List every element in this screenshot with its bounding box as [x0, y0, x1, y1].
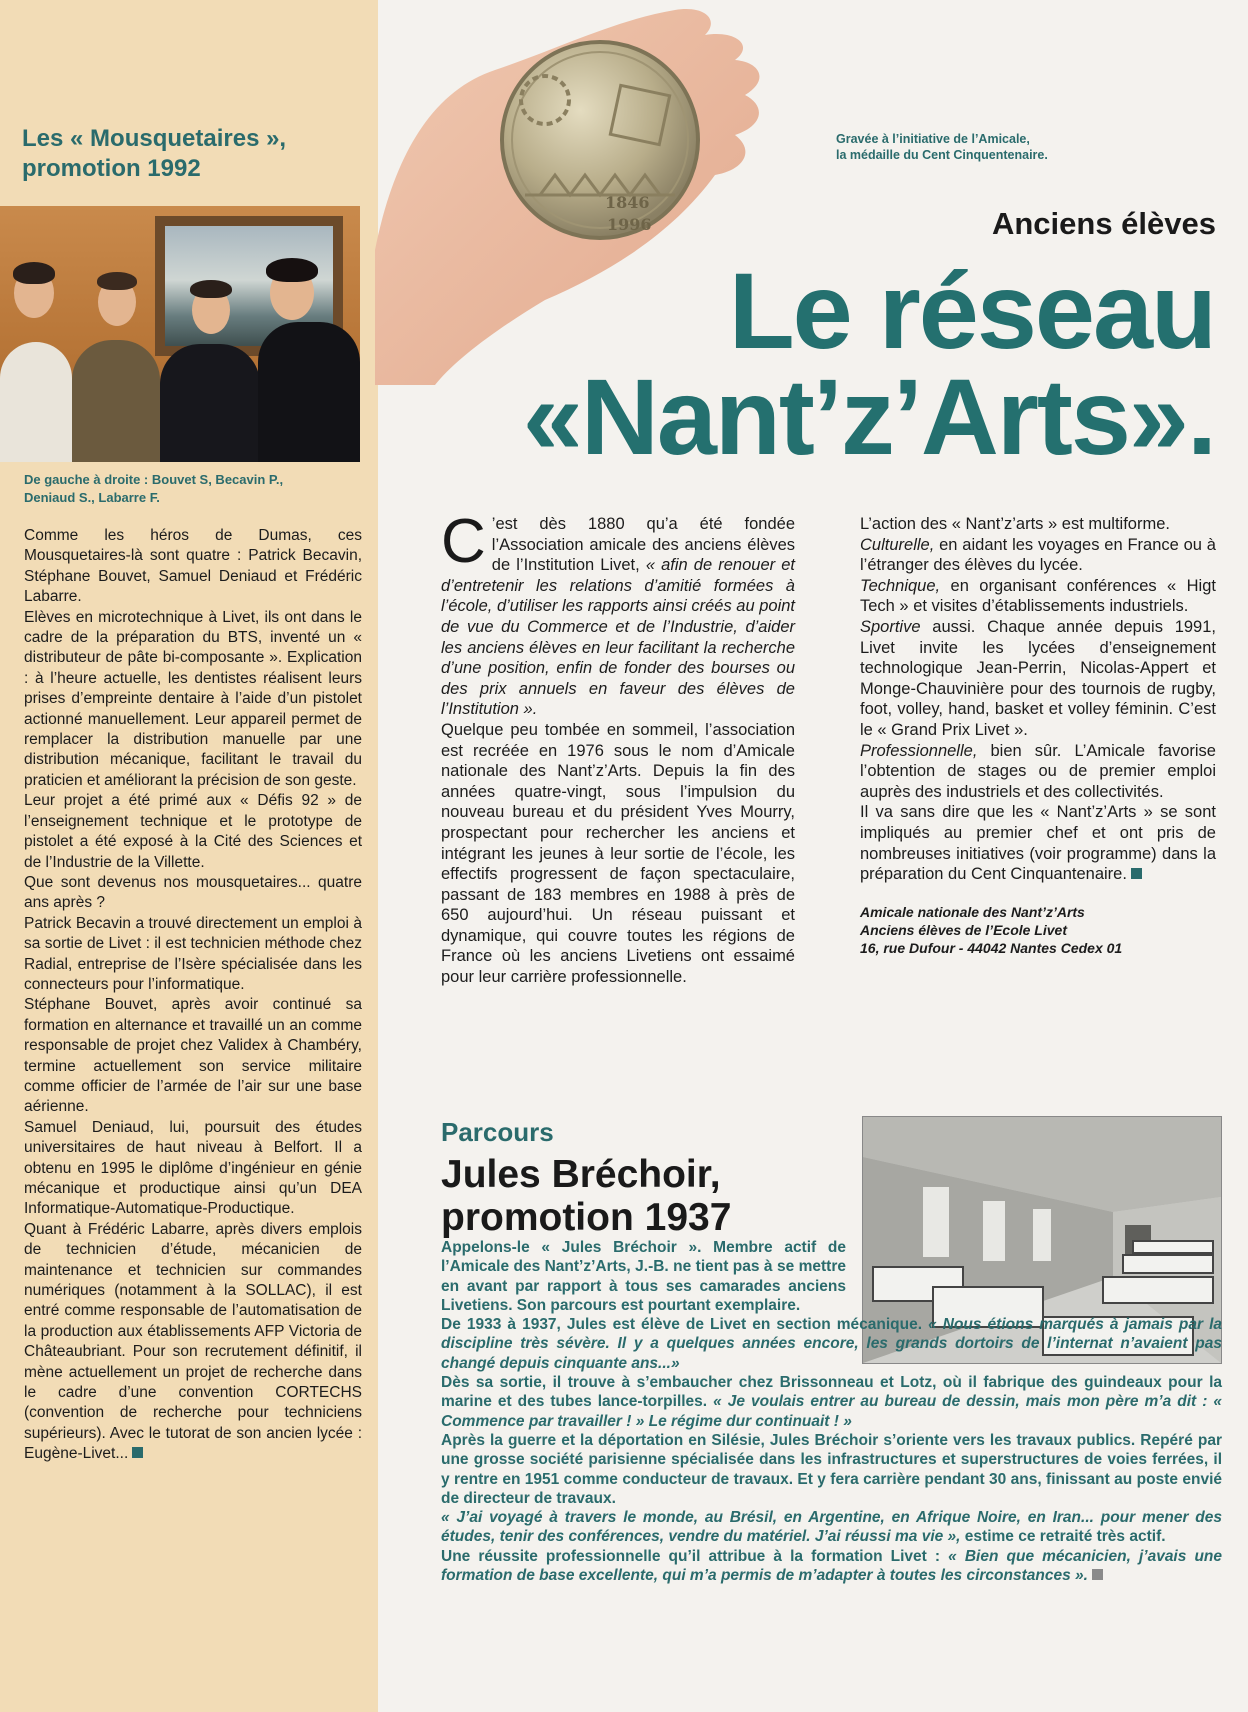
- emphasis: Professionnelle,: [860, 741, 978, 760]
- quote: « Je voulais entrer au bureau de dessin, mais mon père m’a dit : « Commence par travailler ! » Le régime dur continuait ! »: [441, 1393, 1222, 1430]
- paragraph: Quelque peu tombée en sommeil, l’association est recréée en 1976 sous le nom d’Amicale nationale des Nant’z’Arts. Depuis la fin des années quatre-vingt, sous l’impulsion du nouveau bureau et du président Yves Mourry, prospectant pour rechercher les anciens et intégrant les jeunes à leur sortie de l’école, les effectifs progressent de façon spectaculaire, passant de 183 membres en 1988 à près de 650 aujourd’hui. Un réseau puissant et dynamique, qui couvre toutes les régions de France où les anciens Livetiens ont essaimé pour leur carrière professionnelle.: [441, 720, 795, 987]
- address-line: 16, rue Dufour - 44042 Nantes Cedex 01: [860, 939, 1123, 956]
- quote: « J’ai voyagé à travers le monde, au Brésil, en Argentine, en Afrique Noire, en Iran... pour mener des études, tenir des conférences, vendre du matériel. J’ai réussi ma vie »,: [441, 1509, 1222, 1546]
- sidebar-title-line: promotion 1992: [22, 155, 201, 182]
- emphasis: Technique,: [860, 576, 941, 595]
- parcours-kicker: Parcours: [441, 1117, 554, 1147]
- emphasis: Sportive: [860, 617, 921, 636]
- paragraph: Stéphane Bouvet, après avoir continué sa formation en alternance et travaillé un an comme responsable de projet chez Validex à Chambéry, termine actuellement son service militaire comme officier de l’armée de l’air sur une base aérienne.: [24, 996, 362, 1116]
- article-column-1: [441, 507, 796, 988]
- paragraph: Appelons-le « Jules Bréchoir ». Membre actif de l’Amicale des Nant’z’Arts, J.-B. ne tient pas à se mettre en avant par rapport à tous ses camarades anciens Livetiens. Son parcours est pourtant exemplaire.: [441, 1239, 846, 1314]
- text: aussi. Chaque année depuis 1991, Livet invite les lycées d’enseignement technologique Jean-Perrin, Nicolas-Appert et Monge-Chauvinière pour des tournois de rugby, foot, volley, hand, basket et volley féminin. C’est le « Grand Prix Livet ».: [860, 617, 1216, 739]
- title-line: promotion 1937: [441, 1196, 732, 1239]
- paragraph: Samuel Deniaud, lui, poursuit des études universitaires de haut niveau à Belfort. Il a obtenu en 1995 le diplôme d’ingénieur en génie mécanique et productique ainsi qu’un DEA Informatique-Automatique-Productique.: [24, 1118, 362, 1218]
- title-line: Jules Bréchoir,: [441, 1153, 721, 1196]
- end-mark: [1131, 868, 1142, 879]
- photo-caption: [24, 471, 364, 507]
- text: De 1933 à 1937, Jules est élève de Livet en section mécanique.: [441, 1316, 929, 1334]
- sidebar: [0, 0, 378, 1712]
- quote: « Nous étions marqués à jamais par la discipline très sévère. Il y a quelques années encore, les grands dortoirs de l’internat n’avaient pas changé depuis cinquante ans...»: [441, 1316, 1222, 1372]
- paragraph: Que sont devenus nos mousquetaires... quatre ans après ?: [24, 873, 362, 912]
- text: Dès sa sortie, il trouve à s’embaucher chez Brissonneau et Lotz, où il fabrique des guindeaux pour la marine et des tubes lance-torpilles.: [441, 1374, 1222, 1411]
- paragraph: L’action des « Nant’z’arts » est multiforme.: [860, 515, 1170, 533]
- end-mark: [1092, 1569, 1103, 1580]
- paragraph: Il va sans dire que les « Nant’z’Arts » se sont impliqués au premier chef et ont pris de nombreuses initiatives (voir programme) dans la préparation du Cent Cinquantenaire.: [860, 803, 1216, 884]
- text: Une réussite professionnelle qu’il attribue à la formation Livet :: [441, 1547, 949, 1565]
- text: en organisant conférences « Higt Tech » et visites d’établissements industriels.: [860, 576, 1216, 616]
- medal-caption: [836, 131, 1196, 163]
- headline: [395, 250, 1215, 477]
- drop-cap: C: [441, 507, 486, 576]
- paragraph: Leur projet a été primé aux « Défis 92 » de l’enseignement technique et le prototype de pistolet a été exposé à la Cité des Sciences et de l’Industrie de la Villette.: [24, 792, 362, 871]
- text: bien sûr. L’Amicale favorise l’obtention de stages ou de premier emploi auprès des industriels et des collectivités.: [860, 741, 1216, 801]
- address-block: [860, 903, 1216, 957]
- paragraph: Comme les héros de Dumas, ces Mousquetaires-là sont quatre : Patrick Becavin, Stéphane Bouvet, Samuel Deniaud et Frédéric Labarre.: [24, 527, 362, 606]
- caption-line: De gauche à droite : Bouvet S, Becavin P.,: [24, 472, 284, 487]
- quote: « Bien que mécanicien, j’avais une formation de base excellente, qui m’a permis de m’adapter à toutes les circonstances ».: [441, 1547, 1222, 1585]
- end-mark: [132, 1447, 143, 1458]
- medal-year-bottom: 1996: [607, 215, 652, 234]
- text: en aidant les voyages en France ou à l’étranger des élèves du lycée.: [860, 535, 1216, 575]
- emphasis: Culturelle,: [860, 535, 935, 554]
- paragraph: Après la guerre et la déportation en Silésie, Jules Bréchoir s’oriente vers les travaux publics. Repéré par une grosse société parisienne spécialisée dans les infrastructures et superstructures de voies ferrées, il y rentre en 1951 comme conducteur de travaux. Et y fera carrière pendant 30 ans, finissant au poste envié de directeur de travaux.: [441, 1431, 1222, 1507]
- group-photo: [0, 206, 360, 462]
- parcours-title: [441, 1153, 881, 1239]
- sidebar-title: [22, 124, 362, 184]
- caption-line: la médaille du Cent Cinquentenaire.: [836, 148, 1048, 162]
- address-line: Amicale nationale des Nant’z’Arts: [860, 903, 1085, 920]
- caption-line: Gravée à l’initiative de l’Amicale,: [836, 132, 1030, 146]
- sidebar-title-line: Les « Mousquetaires »,: [22, 125, 287, 152]
- quote: « afin de renouer et d’entretenir les relations d’amitié formées à l’école, d’utiliser les rapports ainsi créés au point de vue du Commerce et de l’Industrie, d’aider les anciens élèves en leur facilitant la recherche d’une position, enfin de fonder des bourses ou des prix annuels en faveur des élèves de l’Institution ».: [441, 556, 796, 719]
- medal-year-top: 1846: [605, 193, 650, 212]
- paragraph: Elèves en microtechnique à Livet, ils ont dans le cadre de la préparation du BTS, inventé un « distributeur de pâte bi-composante ». Explication : à l’heure actuelle, les dentistes réalisent leurs prises d’empreinte dentaire à l’aide d’un pistolet actionné manuellement. Leur appareil permet de remplacer la distribution manuelle par une distribution mécanique, facilitant le travail du praticien et améliorant la précision de son geste.: [24, 608, 362, 789]
- sidebar-body: [24, 526, 362, 1465]
- medal: [502, 42, 698, 238]
- text: ’est dès 1880 qu’a été fondée l’Association amicale des anciens élèves de l’Institution Livet,: [491, 515, 795, 575]
- headline-line: Le réseau: [728, 250, 1215, 371]
- section-kicker: Anciens élèves: [991, 206, 1216, 241]
- address-line: Anciens élèves de l’Ecole Livet: [860, 921, 1067, 938]
- text: estime ce retraité très actif.: [960, 1528, 1166, 1546]
- parcours-body: [441, 1238, 1222, 1585]
- paragraph: Patrick Becavin a trouvé directement un emploi à sa sortie de Livet : il est technicien méthode chez Radial, entreprise de l’Isère spécialisée dans les connecteurs pour l’informatique.: [24, 914, 362, 993]
- article-column-2: [860, 514, 1216, 957]
- caption-line: Deniaud S., Labarre F.: [24, 490, 160, 505]
- headline-line: «Nant’z’Arts».: [522, 356, 1215, 477]
- paragraph: Quant à Frédéric Labarre, après divers emplois de technicien d’étude, mécanicien de maintenance et technicien sur commandes numériques (notamment à la SOLLAC), il est entré comme responsable de l’automatisation de la production aux établissements AFP Victoria de Châteaubriant. Pour son recrutement définitif, il mène actuellement un projet de recherche dans le cadre d’une convention CORTECHS (convention de recherche pour techniciens supérieurs). Avec le tutorat de son ancien lycée : Eugène-Livet...: [24, 1220, 362, 1463]
